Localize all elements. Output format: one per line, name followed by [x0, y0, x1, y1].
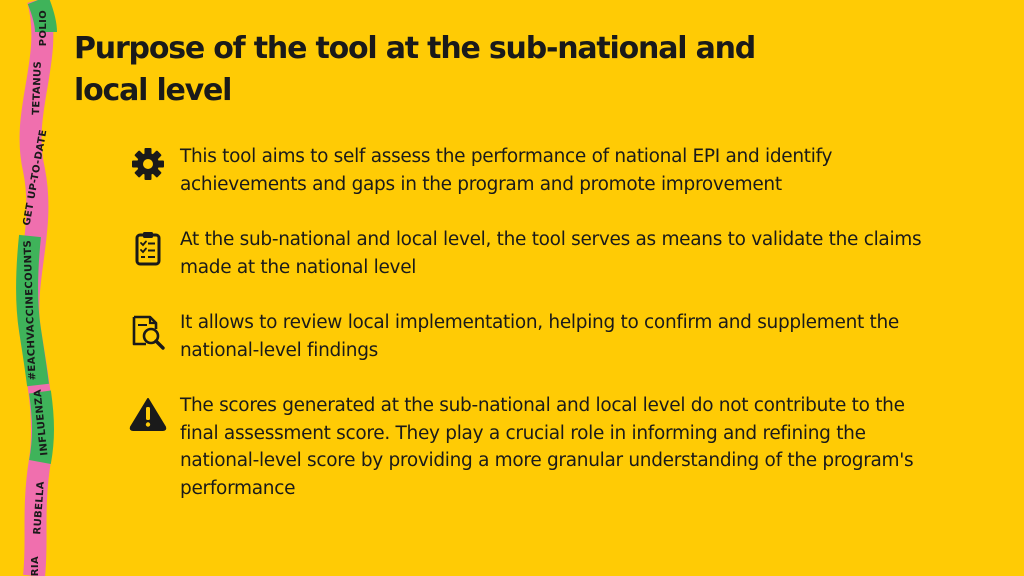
ribbon-label-get-up-to-date: GET UP-TO-DATE	[21, 128, 50, 227]
slide-title-line-2: local level	[74, 73, 232, 108]
purpose-item-validate-claims	[128, 226, 928, 281]
purpose-item-text: The scores generated at the sub-national and local level do not contribute to the final assessment score. They play a crucial role in informing and refining the national-level score by providing a more granular understanding of the program's performance	[180, 395, 914, 499]
purpose-item-scores-note	[128, 392, 928, 502]
ribbon-label-eachvaccinecounts: #EACHVACCINECOUNTS	[22, 239, 39, 381]
vaccine-ribbon	[0, 0, 60, 576]
ribbon-label-polio: POLIO	[38, 9, 49, 47]
purpose-item-review-local	[128, 309, 928, 364]
clipboard-checklist-icon	[128, 228, 168, 268]
purpose-item-self-assess	[128, 143, 928, 198]
purpose-item-text: At the sub-national and local level, the tool serves as means to validate the claims made at the national level	[180, 229, 922, 278]
slide-title-line-1: Purpose of the tool at the sub-national and	[74, 31, 756, 66]
gear-icon	[128, 145, 168, 185]
ribbon-label-influenza: INFLUENZA	[32, 388, 51, 457]
ribbon-label-rubella: RUBELLA	[32, 480, 47, 535]
warning-icon	[128, 394, 168, 434]
slide-title	[74, 28, 894, 112]
ribbon-label-ria: RIA	[30, 555, 41, 576]
document-magnifier-icon	[128, 311, 168, 351]
purpose-list	[128, 143, 928, 502]
purpose-item-text: This tool aims to self assess the performance of national EPI and identify achievements and gaps in the program and promote improvement	[180, 146, 833, 195]
purpose-item-text: It allows to review local implementation, helping to confirm and supplement the national-level findings	[180, 312, 899, 361]
ribbon-label-tetanus: TETANUS	[31, 60, 44, 116]
